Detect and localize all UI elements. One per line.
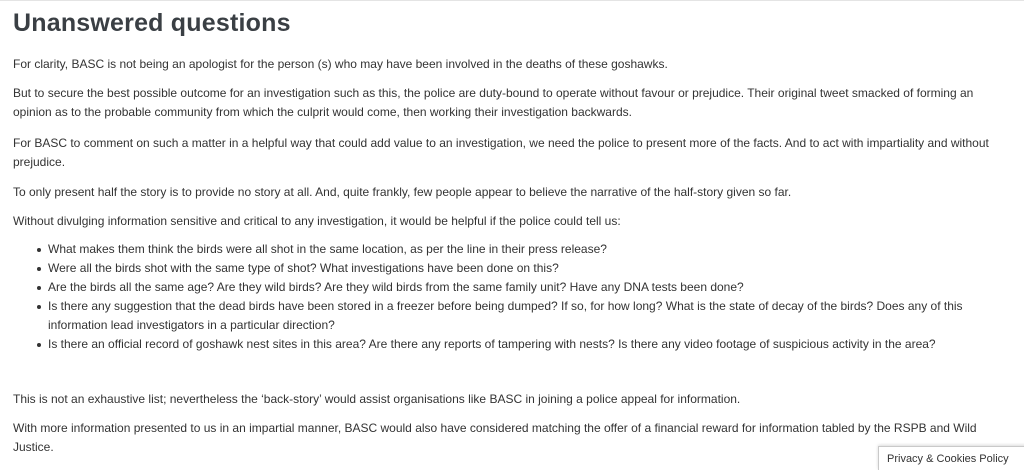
paragraph: With more information presented to us in an impartial manner, BASC would also have considered matching the offer of a financial reward for information tabled by the RSPB and Wild Justice. [13, 421, 977, 454]
section-heading: Unanswered questions [13, 9, 291, 37]
questions-list [13, 240, 1010, 354]
paragraph: But to secure the best possible outcome for an investigation such as this, the police are duty-bound to operate without favour or prejudice. Their original tweet smacked of forming an opinion as to the probable community from which the culprit would come, then working their investigation backwards. [13, 86, 974, 119]
list-item: Is there any suggestion that the dead birds have been stored in a freezer before being dumped? If so, for how long? What is the state of decay of the birds? Does any of this information lead investigators in a particular direction? [35, 297, 1010, 335]
paragraph: For clarity, BASC is not being an apologist for the person (s) who may have been involved in the deaths of these goshawks. [13, 57, 668, 71]
list-item: What makes them think the birds were all shot in the same location, as per the line in their press release? [35, 240, 1010, 259]
paragraph: To only present half the story is to provide no story at all. And, quite frankly, few people appear to believe the narrative of the half-story given so far. [13, 185, 792, 199]
paragraph: For BASC to comment on such a matter in a helpful way that could add value to an investigation, we need the police to present more of the facts. And to act with impartiality and without prejudice. [13, 136, 989, 169]
paragraph: Without divulging information sensitive and critical to any investigation, it would be helpful if the police could tell us: [13, 214, 621, 228]
list-item: Were all the birds shot with the same type of shot? What investigations have been done on this? [35, 259, 1010, 278]
top-divider [0, 0, 1024, 1]
list-item: Is there an official record of goshawk nest sites in this area? Are there any reports of tampering with nests? Is there any video footage of suspicious activity in the area? [35, 335, 1010, 354]
privacy-cookies-button[interactable]: Privacy & Cookies Policy [878, 446, 1024, 470]
list-item: Are the birds all the same age? Are they wild birds? Are they wild birds from the same family unit? Have any DNA tests been done? [35, 278, 1010, 297]
paragraph: This is not an exhaustive list; nevertheless the ‘back-story’ would assist organisations like BASC in joining a police appeal for information. [13, 392, 741, 406]
